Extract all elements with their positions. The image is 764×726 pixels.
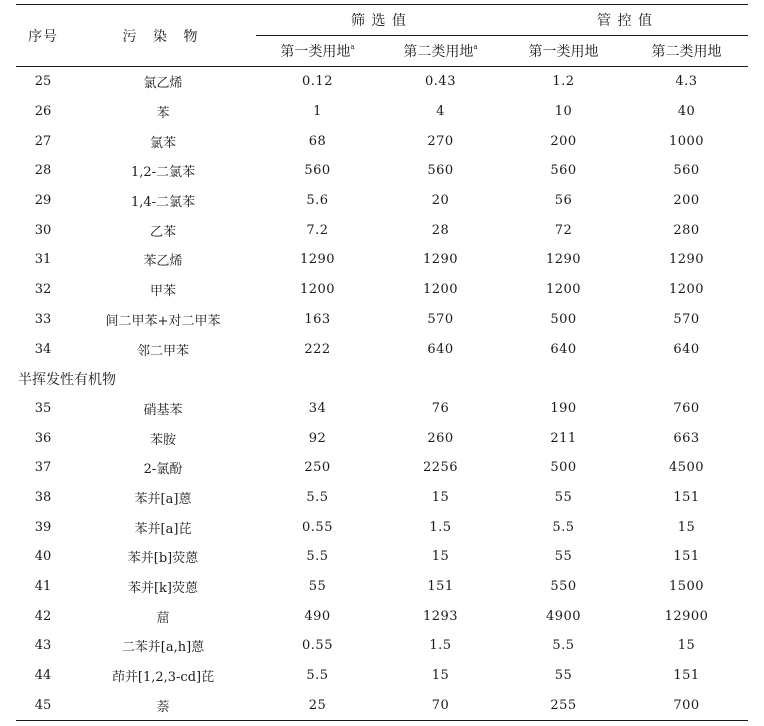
row-screen-class1: 0.12 — [302, 74, 333, 90]
row-control-class2: 570 — [673, 311, 700, 327]
row-screen-class2: 270 — [427, 133, 454, 149]
row-control-class1: 55 — [554, 668, 573, 684]
row-screen-class2: 20 — [431, 193, 450, 209]
row-screen-class2: 1290 — [422, 252, 459, 268]
header-screen-class2: 第二类用地$^a$ — [379, 36, 502, 67]
row-control-class1: 640 — [550, 341, 577, 357]
row-serial: 35 — [34, 400, 52, 416]
table-row — [16, 215, 748, 245]
row-control-class1: 72 — [554, 222, 573, 238]
row-screen-class2: 1.5 — [429, 519, 452, 535]
row-control-class1: 200 — [550, 133, 577, 149]
row-control-class1: 1.2 — [552, 74, 575, 90]
row-control-class1: 255 — [502, 690, 625, 720]
row-screen-class2: 15 — [431, 549, 450, 565]
row-pollutant: 甲苯 — [149, 284, 176, 300]
table-row — [16, 67, 748, 97]
row-screen-class1: 5.5 — [306, 549, 329, 565]
row-control-class1: 55 — [554, 489, 573, 505]
row-screen-class1: 1290 — [299, 252, 336, 268]
row-screen-class1: 222 — [304, 341, 331, 357]
row-screen-class2: 2256 — [422, 460, 459, 476]
row-screen-class1: 250 — [304, 460, 331, 476]
row-pollutant: 萘 — [70, 690, 256, 720]
table-row — [16, 512, 748, 542]
row-serial: 34 — [34, 341, 52, 357]
row-serial: 32 — [34, 282, 52, 298]
row-pollutant: 二苯并[a,h]蒽 — [121, 640, 205, 656]
row-screen-class1: 490 — [304, 608, 331, 624]
row-pollutant: 乙苯 — [149, 224, 176, 240]
row-serial: 41 — [34, 579, 52, 595]
row-pollutant: 苯并[b]荧蒽 — [127, 551, 199, 567]
table-row — [16, 186, 748, 216]
footnote-marker: a — [350, 43, 355, 51]
row-serial: 27 — [34, 133, 52, 149]
row-serial: 28 — [34, 163, 52, 179]
table-row — [16, 156, 748, 186]
table-row — [16, 275, 748, 305]
row-pollutant: 䓛 — [156, 610, 170, 626]
row-screen-class1: 34 — [308, 400, 327, 416]
table-row — [16, 453, 748, 483]
row-control-class1: 5.5 — [552, 519, 575, 535]
row-screen-class2: 70 — [379, 690, 502, 720]
row-serial: 37 — [34, 460, 52, 476]
row-control-class1: 56 — [554, 193, 573, 209]
row-screen-class1: 5.5 — [306, 489, 329, 505]
table-row — [16, 394, 748, 424]
table-row — [16, 601, 748, 631]
row-screen-class1: 1 — [313, 104, 322, 120]
row-screen-class2: 560 — [427, 163, 454, 179]
row-control-class2: 4.3 — [675, 74, 698, 90]
table-row — [16, 423, 748, 453]
row-serial: 29 — [34, 193, 52, 209]
row-control-class1: 560 — [550, 163, 577, 179]
row-control-class1: 211 — [550, 430, 577, 446]
row-pollutant: 间二甲苯+对二甲苯 — [105, 313, 221, 329]
row-control-class2: 640 — [673, 341, 700, 357]
row-control-class2: 1200 — [668, 282, 705, 298]
row-control-class1: 55 — [554, 549, 573, 565]
row-serial: 30 — [34, 222, 52, 238]
table-row — [16, 245, 748, 275]
row-control-class2: 1000 — [668, 133, 705, 149]
table-row — [16, 661, 748, 691]
header-screening-value: 筛 选 值 — [256, 5, 502, 36]
row-serial: 39 — [34, 519, 52, 535]
row-screen-class1: 25 — [256, 690, 379, 720]
row-screen-class1: 1200 — [299, 282, 336, 298]
row-serial: 33 — [34, 311, 52, 327]
row-control-class2: 560 — [673, 163, 700, 179]
row-control-class2: 15 — [677, 519, 696, 535]
row-pollutant: 茚并[1,2,3-cd]芘 — [111, 670, 215, 686]
row-control-class1: 500 — [550, 311, 577, 327]
row-serial: 26 — [34, 104, 52, 120]
table-row — [16, 334, 748, 364]
row-screen-class1: 68 — [308, 133, 327, 149]
row-control-class1: 10 — [554, 104, 573, 120]
row-control-class1: 550 — [550, 579, 577, 595]
header-control-class2: 第二类用地 — [625, 36, 748, 67]
row-control-class1: 500 — [550, 460, 577, 476]
row-control-class2: 151 — [673, 668, 700, 684]
header-screen-class1: 第一类用地$^a$ — [256, 36, 379, 67]
row-screen-class2: 1293 — [422, 608, 459, 624]
row-serial: 31 — [34, 252, 52, 268]
row-control-class2: 15 — [677, 638, 696, 654]
row-control-class2: 12900 — [664, 608, 709, 624]
row-control-class1: 5.5 — [552, 638, 575, 654]
row-serial: 40 — [34, 549, 52, 565]
table-row — [16, 97, 748, 127]
footnote-marker: a — [473, 43, 478, 51]
section-title: 半挥发性有机物 — [18, 371, 116, 388]
header-control-value: 管 控 值 — [502, 5, 748, 36]
row-serial: 43 — [34, 638, 52, 654]
row-control-class2: 280 — [673, 222, 700, 238]
row-pollutant: 苯乙烯 — [143, 254, 183, 270]
row-serial: 38 — [34, 489, 52, 505]
table-header — [16, 5, 748, 67]
row-screen-class2: 28 — [431, 222, 450, 238]
row-pollutant: 氯苯 — [149, 135, 176, 151]
row-serial: 36 — [34, 430, 52, 446]
row-screen-class1: 7.2 — [306, 222, 329, 238]
row-pollutant: 氯乙烯 — [143, 76, 183, 92]
row-control-class2: 700 — [625, 690, 748, 720]
row-control-class1: 4900 — [545, 608, 582, 624]
row-pollutant: 邻二甲苯 — [136, 343, 189, 359]
row-screen-class2: 15 — [431, 668, 450, 684]
table-row — [16, 690, 748, 720]
row-screen-class1: 5.6 — [306, 193, 329, 209]
row-pollutant: 1,4-二氯苯 — [130, 195, 196, 211]
row-screen-class2: 15 — [431, 489, 450, 505]
pollutant-limits-table — [16, 4, 748, 721]
row-serial: 45 — [16, 690, 70, 720]
row-pollutant: 硝基苯 — [143, 402, 183, 418]
row-control-class2: 40 — [677, 104, 696, 120]
table-row — [16, 631, 748, 661]
row-pollutant: 2-氯酚 — [143, 462, 183, 478]
row-control-class2: 760 — [673, 400, 700, 416]
row-pollutant: 苯并[a]芘 — [134, 521, 192, 537]
row-pollutant: 苯胺 — [149, 432, 176, 448]
table-row — [16, 572, 748, 602]
row-serial: 25 — [34, 74, 52, 90]
header-pollutant: 污 染 物 — [70, 5, 256, 67]
row-screen-class2: 1200 — [422, 282, 459, 298]
table-body — [16, 67, 748, 721]
row-screen-class2: 640 — [427, 341, 454, 357]
row-screen-class2: 260 — [427, 430, 454, 446]
row-control-class2: 200 — [673, 193, 700, 209]
row-pollutant: 苯并[k]荧蒽 — [127, 581, 199, 597]
row-screen-class1: 92 — [308, 430, 327, 446]
row-screen-class2: 570 — [427, 311, 454, 327]
table-row — [16, 126, 748, 156]
row-control-class2: 151 — [673, 549, 700, 565]
row-control-class2: 4500 — [668, 460, 705, 476]
row-control-class2: 151 — [673, 489, 700, 505]
row-control-class2: 1290 — [668, 252, 705, 268]
row-pollutant: 苯 — [156, 106, 170, 122]
row-screen-class2: 76 — [431, 400, 450, 416]
header-control-class1: 第一类用地 — [502, 36, 625, 67]
row-screen-class1: 55 — [308, 579, 327, 595]
table-row — [16, 542, 748, 572]
row-screen-class2: 4 — [436, 104, 445, 120]
row-serial: 42 — [34, 608, 52, 624]
row-screen-class2: 151 — [427, 579, 454, 595]
row-pollutant: 苯并[a]蒽 — [134, 491, 192, 507]
row-control-class2: 663 — [673, 430, 700, 446]
row-serial: 44 — [34, 668, 52, 684]
row-screen-class1: 0.55 — [302, 519, 333, 535]
section-row — [16, 364, 748, 394]
table-row — [16, 305, 748, 335]
row-control-class1: 190 — [550, 400, 577, 416]
row-control-class1: 1290 — [545, 252, 582, 268]
row-screen-class1: 163 — [304, 311, 331, 327]
row-control-class2: 1500 — [668, 579, 705, 595]
table-row — [16, 483, 748, 513]
row-screen-class1: 560 — [304, 163, 331, 179]
row-control-class1: 1200 — [545, 282, 582, 298]
row-screen-class2: 1.5 — [429, 638, 452, 654]
row-screen-class2: 0.43 — [425, 74, 456, 90]
header-serial-number: 序号 — [16, 5, 70, 67]
row-screen-class1: 0.55 — [302, 638, 333, 654]
row-pollutant: 1,2-二氯苯 — [130, 165, 196, 181]
row-screen-class1: 5.5 — [306, 668, 329, 684]
